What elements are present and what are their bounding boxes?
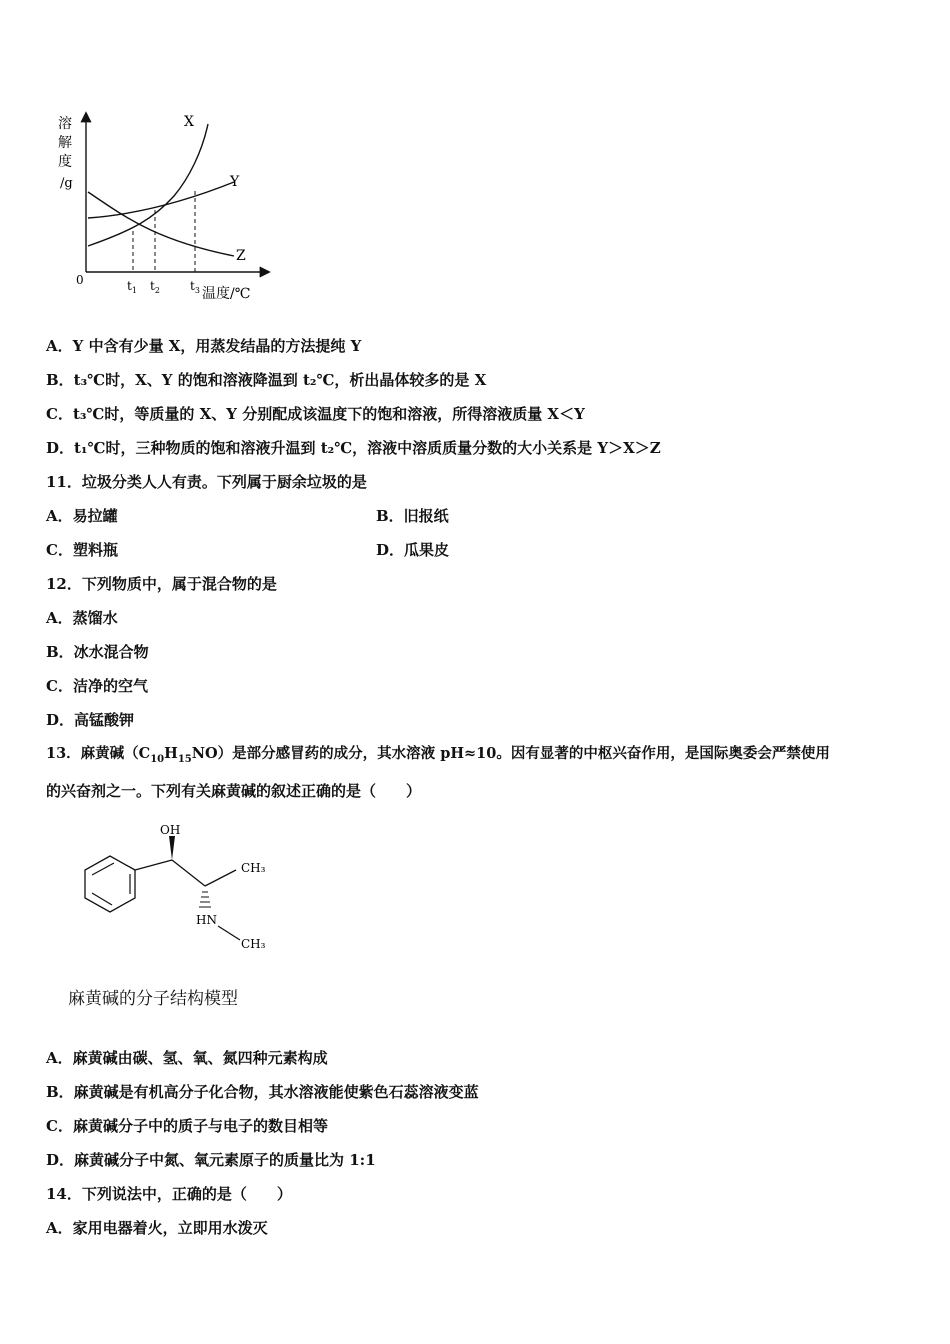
ephedrine-structure xyxy=(50,820,290,960)
q10-option-d: D．t₁℃时，三种物质的饱和溶液升温到 t₂℃，溶液中溶质质量分数的大小关系是 Y＞X＞Z xyxy=(46,439,661,457)
q11-option-d: D．瓜果皮 xyxy=(376,541,450,559)
q14-option-a: A．家用电器着火，立即用水泼灭 xyxy=(46,1219,268,1237)
q11-stem: 11．垃圾分类人人有责。下列属于厨余垃圾的是 xyxy=(46,473,367,491)
q11-option-c: C．塑料瓶 xyxy=(46,541,118,559)
tick-t1: $t_1$ xyxy=(127,279,137,295)
q12-option-c: C．洁净的空气 xyxy=(46,677,148,695)
q13-stem-line2: 的兴奋剂之一。下列有关麻黄碱的叙述正确的是（ ） xyxy=(46,782,422,800)
q13-option-d: D．麻黄碱分子中氮、氧元素原子的质量比为 1:1 xyxy=(46,1151,376,1169)
curve-x xyxy=(88,124,208,246)
curve-y xyxy=(88,182,234,218)
q12-stem: 12．下列物质中，属于混合物的是 xyxy=(46,575,277,593)
q12-option-d: D．高锰酸钾 xyxy=(46,711,135,729)
q13-stem-line1: 13．麻黄碱$(C_{10}H_{15}NO)$是部分感冒药的成分，其水溶液 pH≈10。因有显著的中枢兴奋作用，是国际奥委会严禁使用 xyxy=(46,745,830,765)
struct-ch3-bottom: CH₃ xyxy=(241,937,266,951)
tick-t2: $t_2$ xyxy=(150,279,160,295)
series-label-x: X xyxy=(184,114,194,130)
solubility-chart xyxy=(44,100,304,310)
q10-option-b: B．t₃℃时，X、Y 的饱和溶液降温到 t₂℃，析出晶体较多的是 X xyxy=(46,371,487,389)
curve-z xyxy=(88,192,234,256)
y-label-2: 度 xyxy=(58,154,72,170)
series-label-z: Z xyxy=(236,248,246,264)
struct-oh: OH xyxy=(160,823,181,837)
q10-option-c: C．t₃℃时，等质量的 X、Y 分别配成该温度下的饱和溶液，所得溶液质量 X＜Y xyxy=(46,405,585,423)
y-label-0: 溶 xyxy=(58,116,72,132)
q14-stem: 14．下列说法中，正确的是（ ） xyxy=(46,1185,292,1203)
series-label-y: Y xyxy=(230,174,240,190)
q12-option-a: A．蒸馏水 xyxy=(46,609,118,627)
struct-hn: HN xyxy=(196,913,217,927)
y-label-1: 解 xyxy=(58,135,72,151)
y-label-3: /g xyxy=(60,176,73,191)
struct-ch3-top: CH₃ xyxy=(241,861,266,875)
q12-option-b: B．冰水混合物 xyxy=(46,643,149,661)
q13-option-b: B．麻黄碱是有机高分子化合物，其水溶液能使紫色石蕊溶液变蓝 xyxy=(46,1083,479,1101)
q13-option-c: C．麻黄碱分子中的质子与电子的数目相等 xyxy=(46,1117,328,1135)
structure-caption: 麻黄碱的分子结构模型 xyxy=(68,989,238,1009)
q11-option-b: B．旧报纸 xyxy=(376,507,449,525)
x-axis-label: 温度/℃ xyxy=(202,286,251,302)
tick-t3: $t_3$ xyxy=(190,279,200,295)
q13-option-a: A．麻黄碱由碳、氢、氧、氮四种元素构成 xyxy=(46,1049,328,1067)
q10-option-a: A．Y 中含有少量 X，用蒸发结晶的方法提纯 Y xyxy=(46,337,362,355)
q11-option-a: A．易拉罐 xyxy=(46,507,118,525)
origin-label: 0 xyxy=(76,273,84,287)
